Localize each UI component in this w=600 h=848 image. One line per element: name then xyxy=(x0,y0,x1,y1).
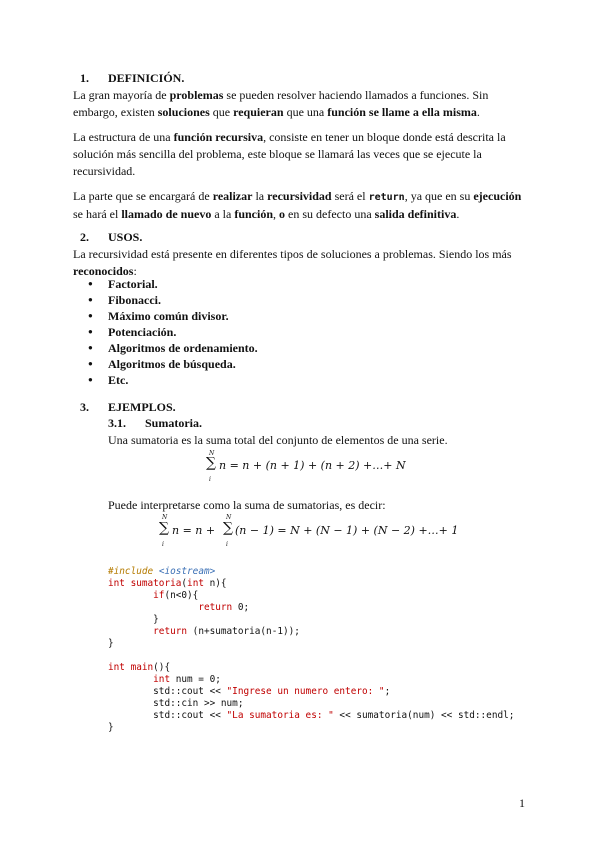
text: se hará el xyxy=(73,207,122,221)
formula-rhs: (n − 1) = N + (N − 1) + (N − 2) +…+ 1 xyxy=(235,524,459,537)
text: , xyxy=(273,207,280,221)
text: que xyxy=(209,105,234,119)
code-block xyxy=(108,566,514,734)
sigma-symbol: ∑ xyxy=(223,520,233,536)
text: La recursividad está presente en diferentes tipos de soluciones a problemas. Siendo los más xyxy=(73,247,512,261)
code-token: std::cout << xyxy=(108,710,227,721)
text: . xyxy=(456,207,460,221)
code-token: } xyxy=(108,638,114,649)
code-token: sumatoria xyxy=(130,578,182,589)
sigma-symbol: ∑ xyxy=(159,520,169,536)
subsection-number: 3.1. xyxy=(108,416,126,430)
text: La parte que se encargará de xyxy=(73,189,213,203)
list-item: ● Etc. xyxy=(88,372,258,388)
formula-expression: n = n + (n + 1) + (n + 2) +…+ N xyxy=(219,459,406,472)
sigma-upper-limit: N xyxy=(162,514,168,521)
subsection-heading xyxy=(108,416,202,431)
list-item: ● Algoritmos de búsqueda. xyxy=(88,356,258,372)
section-1-title: DEFINICIÓN. xyxy=(108,71,185,85)
code-token: std::cin >> num; xyxy=(108,698,244,709)
bold-text: función se llame a ella misma xyxy=(327,105,477,119)
code-line xyxy=(108,710,514,722)
bold-text: función xyxy=(234,207,274,221)
section-3-heading xyxy=(80,400,176,415)
code-token: ; xyxy=(384,686,391,697)
code-line xyxy=(108,566,514,578)
code-token: (n<0){ xyxy=(164,590,199,601)
code-token: << sumatoria(num) << std::endl; xyxy=(333,710,515,721)
section-2-heading xyxy=(80,230,142,245)
code-token: int xyxy=(153,674,176,685)
text: La gran mayoría de xyxy=(73,88,170,102)
code-token: n){ xyxy=(209,578,227,589)
code-token xyxy=(108,626,153,637)
bold-text: soluciones xyxy=(157,105,210,119)
code-line xyxy=(108,602,514,614)
text: será el xyxy=(331,189,369,203)
code-token: return xyxy=(198,602,238,613)
bold-text: ejecución xyxy=(473,189,522,203)
uses-list xyxy=(88,276,258,388)
bold-text: recursividad xyxy=(267,189,332,203)
code-token: (){ xyxy=(153,662,171,673)
code-token xyxy=(108,674,153,685)
code-token xyxy=(108,590,153,601)
bold-text: problemas xyxy=(169,88,224,102)
code-line xyxy=(108,590,514,602)
code-line xyxy=(108,698,514,710)
list-item: ● Algoritmos de ordenamiento. xyxy=(88,340,258,356)
bold-text: función recursiva xyxy=(173,130,264,144)
code-line xyxy=(108,650,514,662)
bold-text: requieran xyxy=(233,105,284,119)
code-token: int xyxy=(108,578,131,589)
code-token: 0; xyxy=(237,602,250,613)
section-1-heading xyxy=(80,71,184,86)
summation-formula-2 xyxy=(157,514,487,550)
section-2-number: 2. xyxy=(80,230,89,244)
definition-paragraph-1 xyxy=(73,87,533,121)
sigma-lower-limit: i xyxy=(209,476,211,483)
page-number: 1 xyxy=(519,796,525,810)
code-line xyxy=(108,674,514,686)
sigma-lower-limit: i xyxy=(226,541,228,548)
code-line xyxy=(108,638,514,650)
summation-formula-1 xyxy=(204,450,444,484)
sigma-upper-limit: N xyxy=(226,514,232,521)
examples-paragraph-1: Una sumatoria es la suma total del conjunto de elementos de una serie. xyxy=(108,433,448,447)
sigma-lower-limit: i xyxy=(162,541,164,548)
code-token: main xyxy=(130,662,154,673)
code-token: #include xyxy=(108,566,159,577)
section-3-number: 3. xyxy=(80,400,89,414)
code-token xyxy=(108,602,198,613)
code-token: } xyxy=(108,722,114,733)
sigma-symbol: ∑ xyxy=(206,455,216,471)
code-token: "La sumatoria es: " xyxy=(226,710,334,721)
code-token: <iostream> xyxy=(158,566,216,577)
bold-text: salida definitiva xyxy=(374,207,457,221)
code-token: } xyxy=(108,614,159,625)
inline-code: return xyxy=(368,192,405,203)
text: que una xyxy=(283,105,328,119)
list-item: ● Fibonacci. xyxy=(88,292,258,308)
formula-lhs: n = n + xyxy=(172,524,216,537)
code-token: num = 0; xyxy=(175,674,221,685)
text: se pueden resolver haciendo llamados a funciones. Sin embargo, existen xyxy=(73,88,489,119)
sigma-upper-limit: N xyxy=(209,450,215,457)
examples-paragraph-2: Puede interpretarse como la suma de sumatorias, es decir: xyxy=(108,498,386,512)
text: : xyxy=(133,264,137,278)
definition-paragraph-3 xyxy=(73,188,533,223)
code-token: (n+sumatoria(n-1)); xyxy=(192,626,300,637)
text: La estructura de una xyxy=(73,130,174,144)
subsection-title: Sumatoria. xyxy=(145,416,202,430)
code-token: ( xyxy=(181,578,188,589)
list-item: ● Máximo común divisor. xyxy=(88,308,258,324)
code-token: int xyxy=(187,578,210,589)
bold-text: reconocidos xyxy=(73,264,134,278)
list-item: ● Potenciación. xyxy=(88,324,258,340)
section-3-title: EJEMPLOS. xyxy=(108,400,176,414)
code-line xyxy=(108,722,514,734)
bold-text: llamado de nuevo xyxy=(121,207,212,221)
code-line xyxy=(108,686,514,698)
code-line xyxy=(108,626,514,638)
code-token: if xyxy=(153,590,165,601)
list-item: ● Factorial. xyxy=(88,276,258,292)
text: la xyxy=(252,189,268,203)
code-line xyxy=(108,662,514,674)
code-token: return xyxy=(153,626,193,637)
section-1-number: 1. xyxy=(80,71,89,85)
text: , ya que en su xyxy=(404,189,474,203)
code-token: "Ingrese un numero entero: " xyxy=(226,686,385,697)
code-line xyxy=(108,614,514,626)
definition-paragraph-2 xyxy=(73,129,533,180)
code-line xyxy=(108,578,514,590)
section-2-title: USOS. xyxy=(108,230,143,244)
text: en su defecto una xyxy=(285,207,375,221)
uses-paragraph xyxy=(73,246,533,280)
code-token: std::cout << xyxy=(108,686,227,697)
bold-text: o xyxy=(279,207,286,221)
text: . xyxy=(476,105,480,119)
bold-text: realizar xyxy=(212,189,253,203)
code-token: int xyxy=(108,662,131,673)
text: a la xyxy=(211,207,235,221)
text: , consiste en tener un bloque donde está descrita la solución más sencilla del problema, este bloque se llamará las veces que se ejecute la recursividad. xyxy=(73,130,506,178)
